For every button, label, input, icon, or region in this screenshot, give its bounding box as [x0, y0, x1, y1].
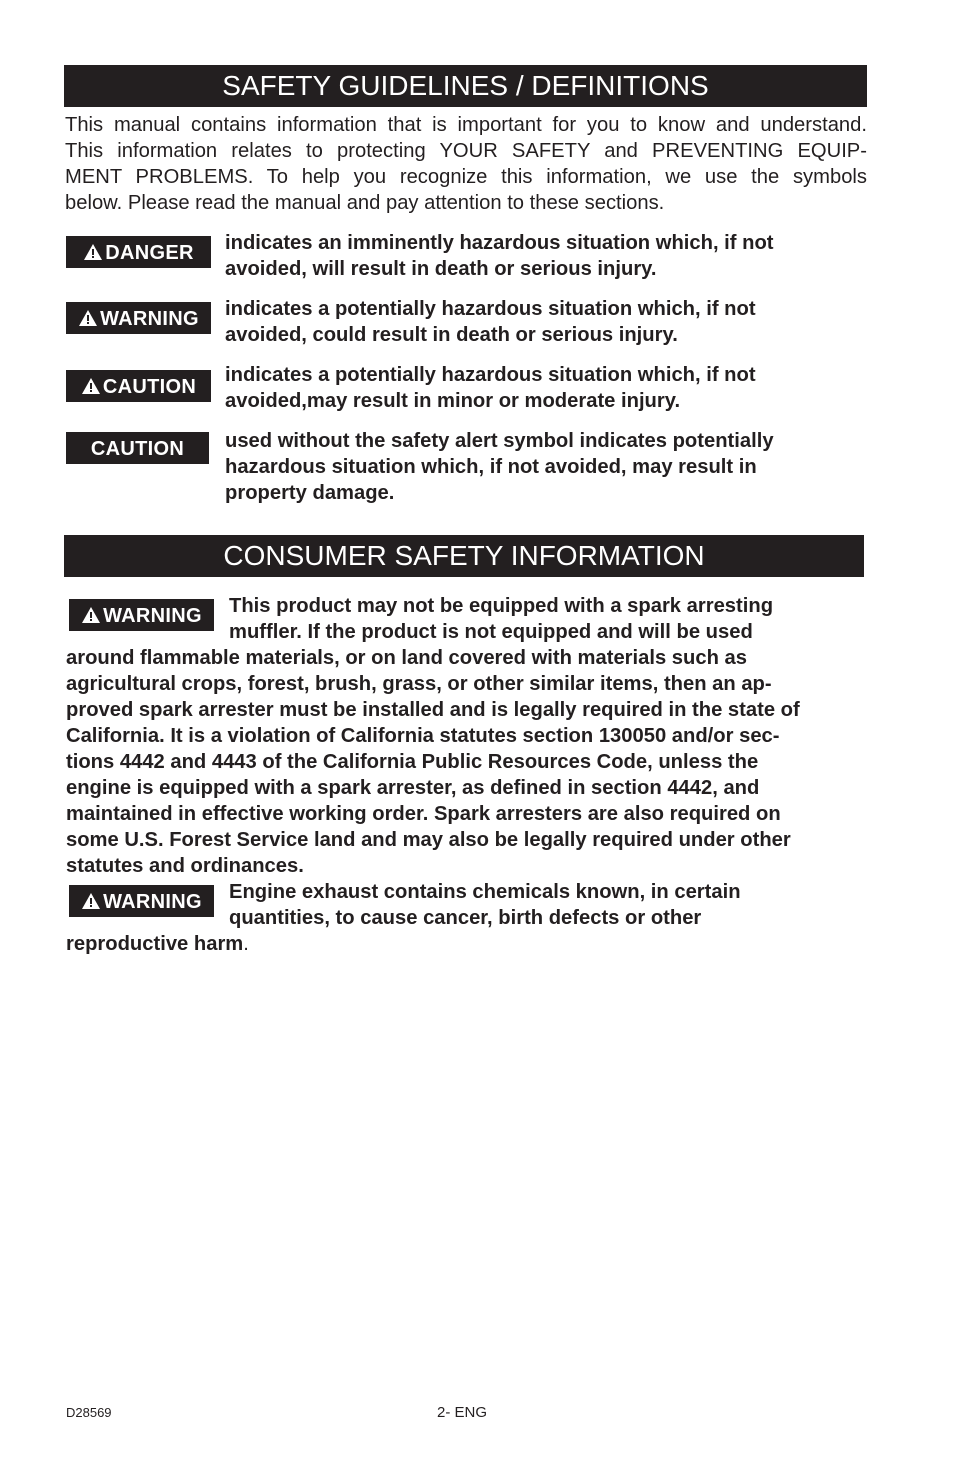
intro-line: below. Please read the manual and pay attention to these sections.	[65, 192, 665, 214]
warning-line: California. It is a violation of California statutes section 130050 and/or sec-	[66, 725, 780, 747]
safety-alert-icon	[78, 309, 98, 327]
definition-line: indicates an imminently hazardous situation which, if not	[225, 232, 774, 254]
definition-line: avoided, could result in death or serious injury.	[225, 324, 678, 346]
warning-line: Engine exhaust contains chemicals known, in certain	[229, 881, 741, 903]
definition-line: used without the safety alert symbol indicates potentially	[225, 430, 774, 452]
exhaust-warning-badge-label: WARNING	[103, 891, 202, 913]
warning-line: some U.S. Forest Service land and may also be legally required under other	[66, 829, 791, 851]
intro-line: This information relates to protecting YOUR SAFETY and PREVENTING EQUIP-	[65, 140, 867, 162]
section-title-consumer-safety: CONSUMER SAFETY INFORMATION	[64, 535, 864, 577]
warning-line: reproductive harm	[66, 933, 244, 955]
intro-line: This manual contains information that is important for you to know and understand.	[65, 114, 867, 136]
warning-line-last	[66, 931, 866, 957]
definition-line: property damage.	[225, 482, 395, 504]
warning-badge	[66, 302, 211, 334]
warning-line: muffler. If the product is not equipped and will be used	[229, 621, 753, 643]
safety-alert-icon	[83, 243, 103, 261]
warning-trailing-period: .	[243, 933, 249, 955]
intro-line: MENT PROBLEMS. To help you recognize this information, we use the symbols	[65, 166, 867, 188]
warning-line: maintained in effective working order. Spark arresters are also required on	[66, 803, 781, 825]
definition-line: hazardous situation which, if not avoided, may result in	[225, 456, 757, 478]
spark-arrester-warning	[66, 593, 866, 879]
caution-definition	[225, 362, 845, 414]
intro-paragraph	[65, 112, 867, 216]
definition-line: indicates a potentially hazardous situation which, if not	[225, 298, 756, 320]
warning-line: quantities, to cause cancer, birth defects or other	[229, 907, 702, 929]
warning-line: agricultural crops, forest, brush, grass, or other similar items, then an ap-	[66, 673, 772, 695]
warning-line: tions 4442 and 4443 of the California Public Resources Code, unless the	[66, 751, 759, 773]
warning-line: statutes and ordinances.	[66, 855, 304, 877]
definition-line: avoided, will result in death or serious injury.	[225, 258, 657, 280]
caution-no-symbol-badge-label: CAUTION	[90, 438, 185, 460]
warning-line: engine is equipped with a spark arrester, as defined in section 4442, and	[66, 777, 760, 799]
warning-line: around flammable materials, or on land covered with materials such as	[66, 647, 747, 669]
warning-badge-label: WARNING	[100, 308, 199, 330]
warning-line: This product may not be equipped with a spark arresting	[229, 595, 774, 617]
definition-line: avoided,may result in minor or moderate injury.	[225, 390, 681, 412]
danger-definition	[225, 230, 845, 282]
danger-badge	[66, 236, 211, 268]
caution-no-symbol-badge	[66, 432, 209, 464]
safety-alert-icon	[81, 377, 101, 395]
caution-badge	[66, 370, 211, 402]
page-number: 2- ENG	[437, 1404, 488, 1421]
section-title-safety-guidelines: SAFETY GUIDELINES / DEFINITIONS	[64, 65, 867, 107]
warning-definition	[225, 296, 845, 348]
danger-badge-label: DANGER	[105, 242, 194, 264]
document-number: D28569	[66, 1405, 112, 1420]
warning-line: proved spark arrester must be installed and is legally required in the state of	[66, 699, 800, 721]
caution-no-symbol-definition	[225, 428, 845, 506]
definition-line: indicates a potentially hazardous situation which, if not	[225, 364, 756, 386]
exhaust-chemicals-warning	[66, 879, 866, 957]
caution-badge-label: CAUTION	[102, 376, 197, 398]
spark-warning-badge-label: WARNING	[103, 605, 202, 627]
